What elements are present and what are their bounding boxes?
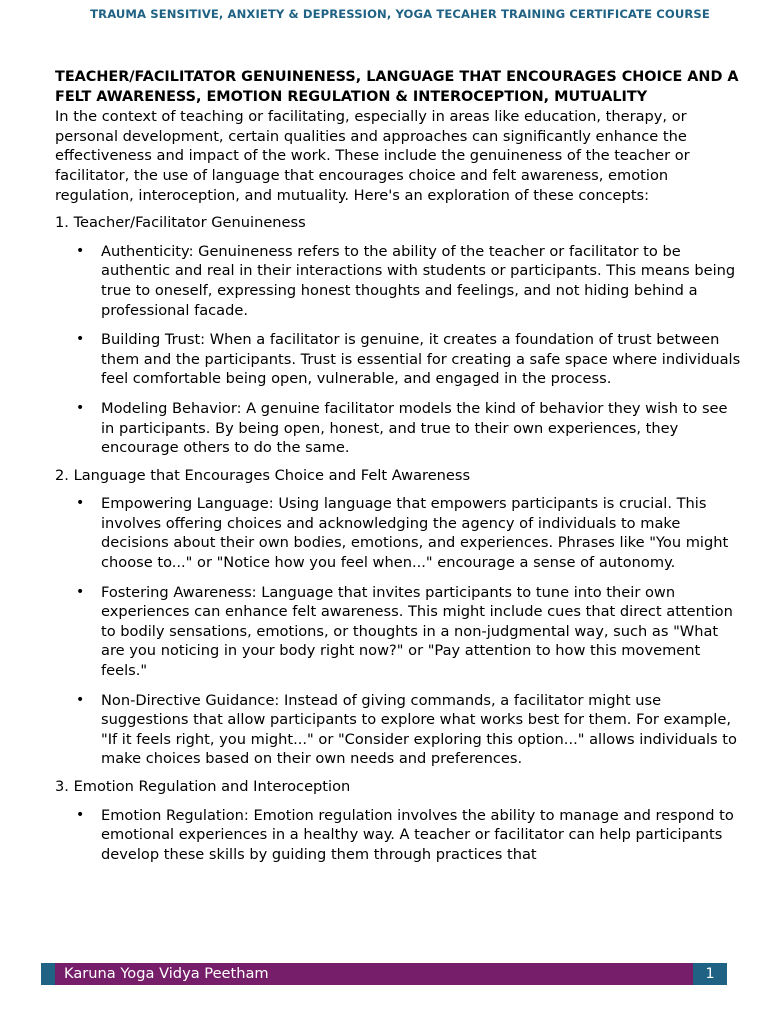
list-item-text: Empowering Language: Using language that empowers participants is crucial. This involves offering choices and acknowledging the agency of individuals to make decisions about their own bodies, emotions, and experiences. Phrases like "You might choose to..." or "Notice how you feel when..." encourage a sense of autonomy. xyxy=(101,495,729,572)
list-item xyxy=(55,330,745,389)
list-item-text: Authenticity: Genuineness refers to the ability of the teacher or facilitator to be authentic and real in their interactions with students or participants. This means being true to oneself, expressing honest thoughts and feelings, and not hiding behind a professional facade. xyxy=(101,242,736,319)
bullet-icon: • xyxy=(76,331,85,348)
running-header: TRAUMA SENSITIVE, ANXIETY & DEPRESSION, YOGA TECAHER TRAINING CERTIFICATE COURSE xyxy=(90,7,710,21)
list-item-text: Emotion Regulation: Emotion regulation involves the ability to manage and respond to emotional experiences in a healthy way. A teacher or facilitator can help participants develop these skills by guiding them through practices that xyxy=(101,806,734,863)
footer-left-cap xyxy=(41,963,55,985)
list-item-text: Modeling Behavior: A genuine facilitator models the kind of behavior they wish to see in participants. By being open, honest, and true to their own experiences, they encourage others to do the same. xyxy=(101,399,728,457)
section-heading-emotion-regulation: 3. Emotion Regulation and Interoception xyxy=(55,778,351,795)
list-item xyxy=(55,399,745,458)
page-footer xyxy=(41,963,727,985)
emotion-regulation-bullet-list xyxy=(55,806,745,865)
list-item xyxy=(55,494,745,572)
bullet-icon: • xyxy=(76,399,85,416)
footer-organization: Karuna Yoga Vidya Peetham xyxy=(55,963,693,985)
list-item-text: Building Trust: When a facilitator is genuine, it creates a foundation of trust between them and the participants. Trust is essential for creating a safe space where individuals feel comfortable being open, vulnerable, and engaged in the process. xyxy=(101,331,741,388)
language-bullet-list xyxy=(55,494,745,769)
list-item-text: Fostering Awareness: Language that invites participants to tune into their own experiences can enhance felt awareness. This might include cues that direct attention to bodily sensations, emotions, or thoughts in a non-judgmental way, such as "What are you noticing in your body right now?" or "Pay attention to how this movement feels." xyxy=(101,583,733,680)
section-heading-genuineness: 1. Teacher/Facilitator Genuineness xyxy=(55,214,306,232)
bullet-icon: • xyxy=(76,242,85,259)
genuineness-bullet-list xyxy=(55,242,745,458)
section-heading-language: 2. Language that Encourages Choice and Felt Awareness xyxy=(55,466,471,484)
document-body xyxy=(55,66,745,864)
bullet-icon: • xyxy=(76,583,85,600)
page-number: 1 xyxy=(693,963,727,985)
bullet-icon: • xyxy=(76,495,85,512)
list-item xyxy=(55,583,745,681)
intro-paragraph: In the context of teaching or facilitating, especially in areas like education, therapy, or personal development, certain qualities and approaches can significantly enhance the effectiveness and impact of the work. These include the genuineness of the teacher or facilitator, the use of language that encourages choice and felt awareness, emotion regulation, interoception, and mutuality. Here's an exploration of these concepts: xyxy=(55,108,690,204)
bullet-icon: • xyxy=(76,691,85,708)
list-item xyxy=(55,691,745,769)
list-item xyxy=(55,242,745,320)
list-item xyxy=(55,806,745,865)
document-title: TEACHER/FACILITATOR GENUINENESS, LANGUAGE THAT ENCOURAGES CHOICE AND A FELT AWARENESS, EMOTION REGULATION & INTEROCEPTION, MUTUALITY xyxy=(55,69,739,105)
list-item-text: Non-Directive Guidance: Instead of giving commands, a facilitator might use suggestions that allow participants to explore what works best for them. For example, "If it feels right, you might..." or "Consider exploring this option..." allows individuals to make choices based on their own needs and preferences. xyxy=(101,691,737,768)
bullet-icon: • xyxy=(76,806,85,823)
